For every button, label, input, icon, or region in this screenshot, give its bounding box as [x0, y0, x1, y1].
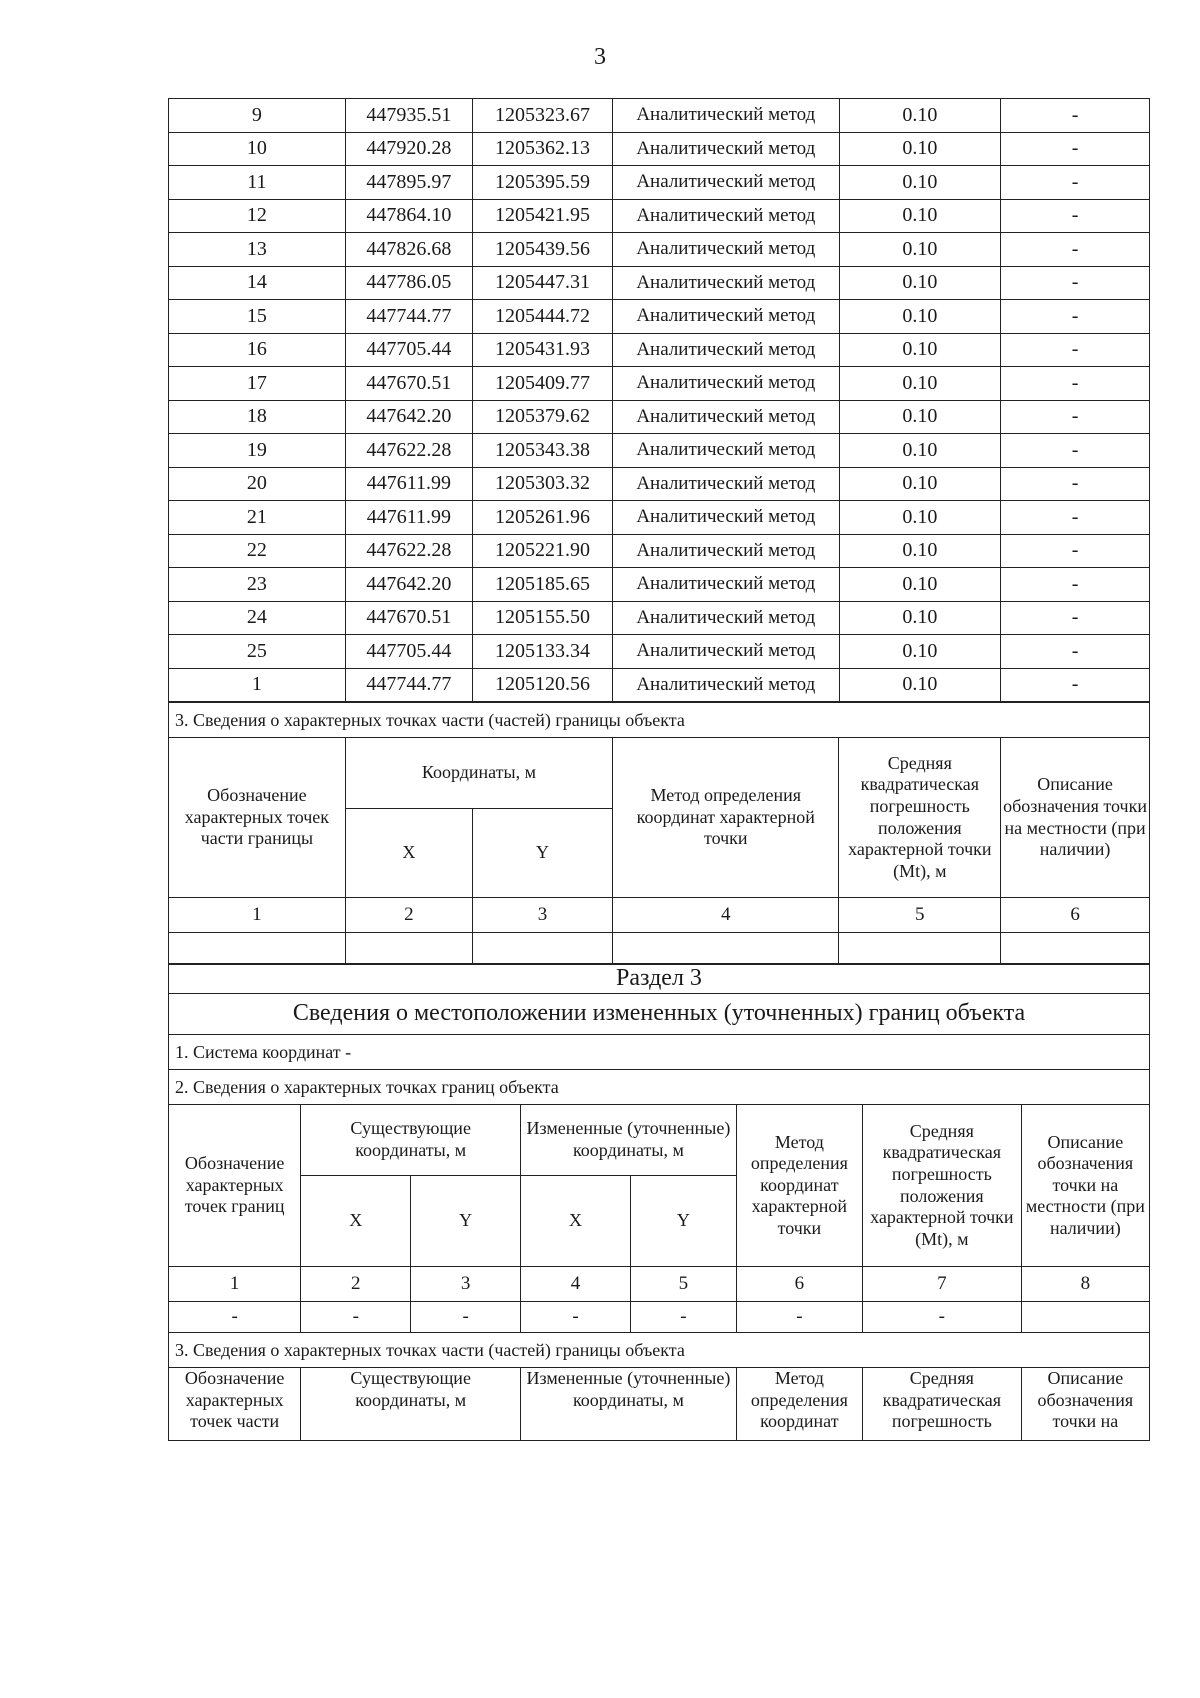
dash-cell: - [862, 1302, 1021, 1333]
point-error: 0.10 [839, 367, 1001, 401]
point-method: Аналитический метод [613, 199, 839, 233]
point-error: 0.10 [839, 434, 1001, 468]
column-number: 2 [301, 1267, 411, 1302]
dash-cell: - [169, 1302, 301, 1333]
point-error: 0.10 [839, 501, 1001, 535]
point-description: - [1001, 199, 1150, 233]
point-x: 447744.77 [345, 300, 472, 334]
point-method: Аналитический метод [613, 233, 839, 267]
header-description: Описание обозначения точки на местности (при наличии) [1021, 1105, 1149, 1267]
empty-cell [1001, 933, 1150, 964]
point-description: - [1001, 568, 1150, 602]
table-row [169, 233, 1150, 267]
column-number: 3 [472, 898, 612, 933]
point-description: - [1001, 668, 1150, 702]
point-number: 17 [169, 367, 346, 401]
column-number: 7 [862, 1267, 1021, 1302]
point-x: 447611.99 [345, 501, 472, 535]
point-number: 19 [169, 434, 346, 468]
table-row [169, 601, 1150, 635]
point-description: - [1001, 233, 1150, 267]
table-row [169, 400, 1150, 434]
column-number: 6 [736, 1267, 862, 1302]
column-number: 1 [169, 1267, 301, 1302]
point-error: 0.10 [839, 166, 1001, 200]
table-row [169, 199, 1150, 233]
point-error: 0.10 [839, 635, 1001, 669]
point-x: 447744.77 [345, 668, 472, 702]
point-number: 11 [169, 166, 346, 200]
header-designation: Обозначение характерных точек границ [169, 1105, 301, 1267]
table-row [169, 467, 1150, 501]
header-x: X [345, 809, 472, 898]
column-number: 2 [345, 898, 472, 933]
point-method: Аналитический метод [613, 300, 839, 334]
table-row [169, 668, 1150, 702]
column-number: 6 [1001, 898, 1150, 933]
point-y: 1205395.59 [472, 166, 612, 200]
header-method: Метод определения координат характерной точки [613, 738, 839, 898]
points-table [168, 98, 1150, 702]
point-x: 447895.97 [345, 166, 472, 200]
point-number: 9 [169, 99, 346, 133]
point-error: 0.10 [839, 266, 1001, 300]
column-number: 4 [521, 1267, 631, 1302]
point-description: - [1001, 400, 1150, 434]
point-method: Аналитический метод [613, 635, 839, 669]
table-row [169, 300, 1150, 334]
dash-cell: - [630, 1302, 736, 1333]
column-number: 5 [630, 1267, 736, 1302]
header-method: Метод определения координат [736, 1368, 862, 1441]
point-y: 1205409.77 [472, 367, 612, 401]
point-error: 0.10 [839, 668, 1001, 702]
point-x: 447622.28 [345, 534, 472, 568]
point-number: 18 [169, 400, 346, 434]
table-row [169, 635, 1150, 669]
point-description: - [1001, 601, 1150, 635]
point-description: - [1001, 166, 1150, 200]
point-error: 0.10 [839, 99, 1001, 133]
header-method: Метод определения координат характерной точки [736, 1105, 862, 1267]
point-error: 0.10 [839, 534, 1001, 568]
header-changed-coords: Измененные (уточненные) координаты, м [521, 1105, 737, 1176]
header-error: Средняя квадратическая погрешность положения характерной точки (Mt), м [839, 738, 1001, 898]
point-x: 447920.28 [345, 132, 472, 166]
part-boundary-table [168, 702, 1150, 964]
table-row [169, 99, 1150, 133]
point-number: 23 [169, 568, 346, 602]
header-y: Y [630, 1176, 736, 1267]
point-y: 1205379.62 [472, 400, 612, 434]
point-description: - [1001, 99, 1150, 133]
point-method: Аналитический метод [613, 467, 839, 501]
page-number: 3 [594, 44, 606, 70]
dash-cell: - [411, 1302, 521, 1333]
point-method: Аналитический метод [613, 266, 839, 300]
point-description: - [1001, 300, 1150, 334]
empty-cell [345, 933, 472, 964]
point-description: - [1001, 266, 1150, 300]
header-changed-coords: Измененные (уточненные) координаты, м [521, 1368, 737, 1441]
point-y: 1205421.95 [472, 199, 612, 233]
header-error: Средняя квадратическая погрешность [862, 1368, 1021, 1441]
document-sheet [168, 98, 1150, 1441]
point-x: 447826.68 [345, 233, 472, 267]
point-error: 0.10 [839, 233, 1001, 267]
point-x: 447622.28 [345, 434, 472, 468]
point-y: 1205221.90 [472, 534, 612, 568]
point-method: Аналитический метод [613, 668, 839, 702]
column-number: 1 [169, 898, 346, 933]
point-number: 24 [169, 601, 346, 635]
table-row [169, 266, 1150, 300]
point-number: 21 [169, 501, 346, 535]
point-number: 12 [169, 199, 346, 233]
point-x: 447705.44 [345, 333, 472, 367]
point-y: 1205133.34 [472, 635, 612, 669]
point-y: 1205303.32 [472, 467, 612, 501]
header-y: Y [472, 809, 612, 898]
point-number: 10 [169, 132, 346, 166]
boundary-points-caption: 2. Сведения о характерных точках границ объекта [169, 1070, 1150, 1105]
header-y: Y [411, 1176, 521, 1267]
dash-cell: - [521, 1302, 631, 1333]
point-number: 22 [169, 534, 346, 568]
header-description: Описание обозначения точки на местности (при наличии) [1001, 738, 1150, 898]
point-error: 0.10 [839, 568, 1001, 602]
point-description: - [1001, 132, 1150, 166]
point-description: - [1001, 501, 1150, 535]
point-description: - [1001, 367, 1150, 401]
point-x: 447935.51 [345, 99, 472, 133]
section-subtitle: Сведения о местоположении измененных (уточненных) границ объекта [169, 994, 1150, 1035]
point-y: 1205155.50 [472, 601, 612, 635]
point-y: 1205261.96 [472, 501, 612, 535]
point-number: 13 [169, 233, 346, 267]
point-method: Аналитический метод [613, 99, 839, 133]
table-row [169, 367, 1150, 401]
empty-cell [839, 933, 1001, 964]
table-row [169, 166, 1150, 200]
point-error: 0.10 [839, 400, 1001, 434]
point-x: 447670.51 [345, 367, 472, 401]
dash-cell: - [736, 1302, 862, 1333]
point-y: 1205343.38 [472, 434, 612, 468]
part-section-caption: 3. Сведения о характерных точках части (частей) границы объекта [169, 703, 1150, 738]
point-method: Аналитический метод [613, 333, 839, 367]
point-x: 447611.99 [345, 467, 472, 501]
table-row [169, 333, 1150, 367]
empty-cell [169, 933, 346, 964]
point-description: - [1001, 434, 1150, 468]
point-method: Аналитический метод [613, 601, 839, 635]
header-existing-coords: Существующие координаты, м [301, 1105, 521, 1176]
point-y: 1205120.56 [472, 668, 612, 702]
point-y: 1205185.65 [472, 568, 612, 602]
point-x: 447642.20 [345, 568, 472, 602]
point-description: - [1001, 534, 1150, 568]
point-error: 0.10 [839, 199, 1001, 233]
header-x: X [521, 1176, 631, 1267]
table-row [169, 132, 1150, 166]
coord-system-caption: 1. Система координат - [169, 1035, 1150, 1070]
points-table-body [169, 99, 1150, 702]
part-points-caption: 3. Сведения о характерных точках части (частей) границы объекта [169, 1333, 1150, 1368]
point-x: 447864.10 [345, 199, 472, 233]
table-row [169, 568, 1150, 602]
point-number: 1 [169, 668, 346, 702]
column-number: 5 [839, 898, 1001, 933]
header-designation: Обозначение характерных точек части границы [169, 738, 346, 898]
header-existing-coords: Существующие координаты, м [301, 1368, 521, 1441]
header-coords: Координаты, м [345, 738, 612, 809]
point-number: 14 [169, 266, 346, 300]
header-designation: Обозначение характерных точек части [169, 1368, 301, 1441]
point-number: 16 [169, 333, 346, 367]
point-y: 1205439.56 [472, 233, 612, 267]
point-y: 1205431.93 [472, 333, 612, 367]
point-x: 447670.51 [345, 601, 472, 635]
point-y: 1205362.13 [472, 132, 612, 166]
point-number: 25 [169, 635, 346, 669]
section-title: Раздел 3 [169, 965, 1150, 994]
point-number: 15 [169, 300, 346, 334]
empty-cell [472, 933, 612, 964]
empty-cell [613, 933, 839, 964]
point-x: 447705.44 [345, 635, 472, 669]
column-number: 3 [411, 1267, 521, 1302]
header-x: X [301, 1176, 411, 1267]
column-number: 4 [613, 898, 839, 933]
point-method: Аналитический метод [613, 501, 839, 535]
point-description: - [1001, 635, 1150, 669]
point-method: Аналитический метод [613, 568, 839, 602]
point-number: 20 [169, 467, 346, 501]
point-method: Аналитический метод [613, 367, 839, 401]
point-error: 0.10 [839, 132, 1001, 166]
table-row [169, 534, 1150, 568]
column-number: 8 [1021, 1267, 1149, 1302]
point-y: 1205444.72 [472, 300, 612, 334]
point-error: 0.10 [839, 300, 1001, 334]
table-row [169, 501, 1150, 535]
point-description: - [1001, 467, 1150, 501]
dash-cell [1021, 1302, 1149, 1333]
point-error: 0.10 [839, 467, 1001, 501]
point-description: - [1001, 333, 1150, 367]
point-x: 447786.05 [345, 266, 472, 300]
point-y: 1205323.67 [472, 99, 612, 133]
point-method: Аналитический метод [613, 400, 839, 434]
table-row [169, 434, 1150, 468]
header-error: Средняя квадратическая погрешность положения характерной точки (Mt), м [862, 1105, 1021, 1267]
point-error: 0.10 [839, 601, 1001, 635]
point-method: Аналитический метод [613, 534, 839, 568]
point-error: 0.10 [839, 333, 1001, 367]
point-method: Аналитический метод [613, 434, 839, 468]
point-method: Аналитический метод [613, 132, 839, 166]
point-method: Аналитический метод [613, 166, 839, 200]
section3-table [168, 964, 1150, 1441]
point-x: 447642.20 [345, 400, 472, 434]
dash-cell: - [301, 1302, 411, 1333]
header-description: Описание обозначения точки на [1021, 1368, 1149, 1441]
point-y: 1205447.31 [472, 266, 612, 300]
